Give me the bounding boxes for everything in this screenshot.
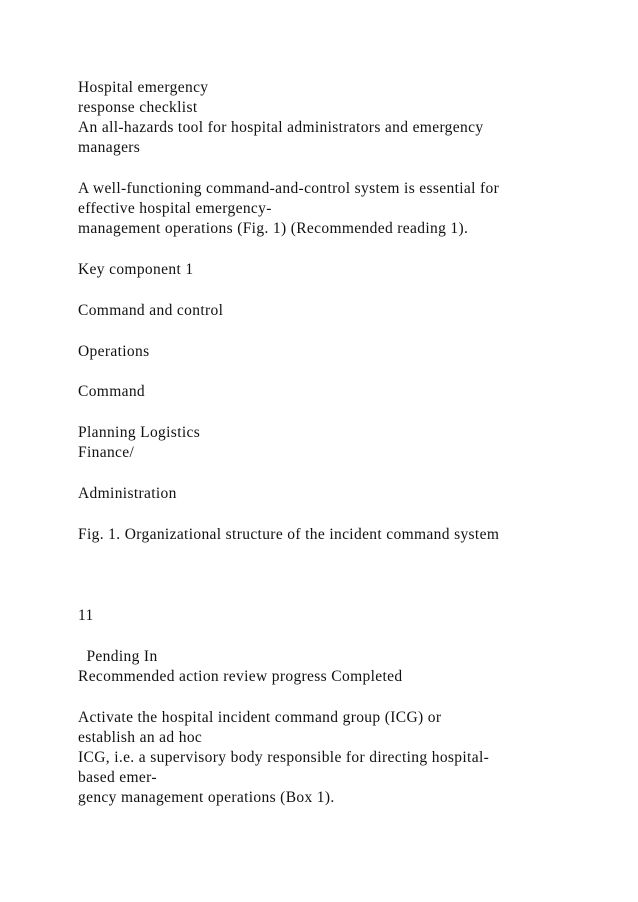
title-line-2: response checklist xyxy=(78,99,198,116)
intro-line-2: effective hospital emergency- xyxy=(78,200,272,217)
page-number: 11 xyxy=(78,607,94,624)
action-line-3: ICG, i.e. a supervisory body responsible for directing hospital- xyxy=(78,749,490,766)
intro-line-1: A well-functioning command-and-control system is essential for xyxy=(78,180,500,197)
table-header-line-1: Pending In xyxy=(78,648,158,665)
title-line-1: Hospital emergency xyxy=(78,79,209,96)
action-line-1: Activate the hospital incident command group (ICG) or xyxy=(78,709,442,726)
action-line-4: based emer- xyxy=(78,769,157,786)
section-heading: Key component 1 xyxy=(78,261,194,278)
subtitle-line-1: An all-hazards tool for hospital administrators and emergency xyxy=(78,119,484,136)
org-chart-command: Command xyxy=(78,383,146,400)
subtitle-line-2: managers xyxy=(78,139,141,156)
org-chart-operations: Operations xyxy=(78,343,150,360)
table-header-line-2: Recommended action review progress Completed xyxy=(78,668,403,685)
intro-line-3: management operations (Fig. 1) (Recommended reading 1). xyxy=(78,220,469,237)
action-line-2: establish an ad hoc xyxy=(78,729,203,746)
action-line-5: gency management operations (Box 1). xyxy=(78,789,335,806)
org-chart-planning-logistics: Planning Logistics xyxy=(78,424,201,441)
org-chart-administration: Administration xyxy=(78,485,177,502)
section-subheading: Command and control xyxy=(78,302,224,319)
figure-caption: Fig. 1. Organizational structure of the incident command system xyxy=(78,526,500,543)
org-chart-finance: Finance/ xyxy=(78,444,135,461)
